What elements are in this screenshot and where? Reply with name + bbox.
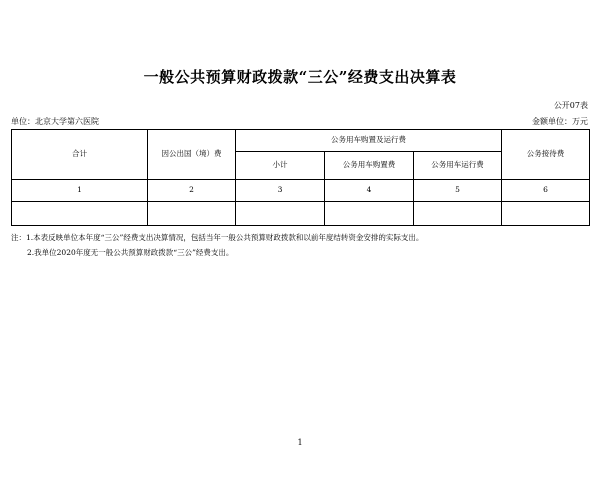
expense-table	[11, 129, 590, 226]
data-row	[12, 202, 590, 226]
index-cell: 4	[325, 180, 414, 202]
index-cell: 6	[502, 180, 590, 202]
header-overseas: 因公出国（境）费	[148, 130, 236, 180]
header-subtotal: 小计	[236, 152, 325, 180]
note-line-2: 2.我单位2020年度无一般公共预算财政拨款“三公”经费支出。	[27, 248, 234, 258]
data-cell	[502, 202, 590, 226]
form-code: 公开07表	[553, 101, 588, 110]
amount-unit: 金额单位：万元	[532, 117, 588, 126]
data-cell	[325, 202, 414, 226]
header-vehicle-group: 公务用车购置及运行费	[236, 130, 502, 152]
data-cell	[12, 202, 148, 226]
note-line-1: 注：1.本表反映单位本年度“三公”经费支出决算情况，包括当年一般公共预算财政拨款和以前年度结转资金安排的实际支出。	[11, 233, 424, 242]
header-row-1	[12, 130, 590, 152]
page-number: 1	[297, 438, 303, 447]
data-cell	[148, 202, 236, 226]
data-cell	[414, 202, 502, 226]
header-vehicle-operation: 公务用车运行费	[414, 152, 502, 180]
header-vehicle-purchase: 公务用车购置费	[325, 152, 414, 180]
notes	[11, 232, 423, 259]
unit-name: 单位：北京大学第六医院	[11, 117, 99, 126]
index-cell: 2	[148, 180, 236, 202]
index-cell: 3	[236, 180, 325, 202]
data-cell	[236, 202, 325, 226]
index-cell: 5	[414, 180, 502, 202]
index-cell: 1	[12, 180, 148, 202]
header-total: 合计	[12, 130, 148, 180]
page-title: 一般公共预算财政拨款“三公”经费支出决算表	[143, 68, 457, 86]
header-reception: 公务接待费	[502, 130, 590, 180]
index-row	[12, 180, 590, 202]
